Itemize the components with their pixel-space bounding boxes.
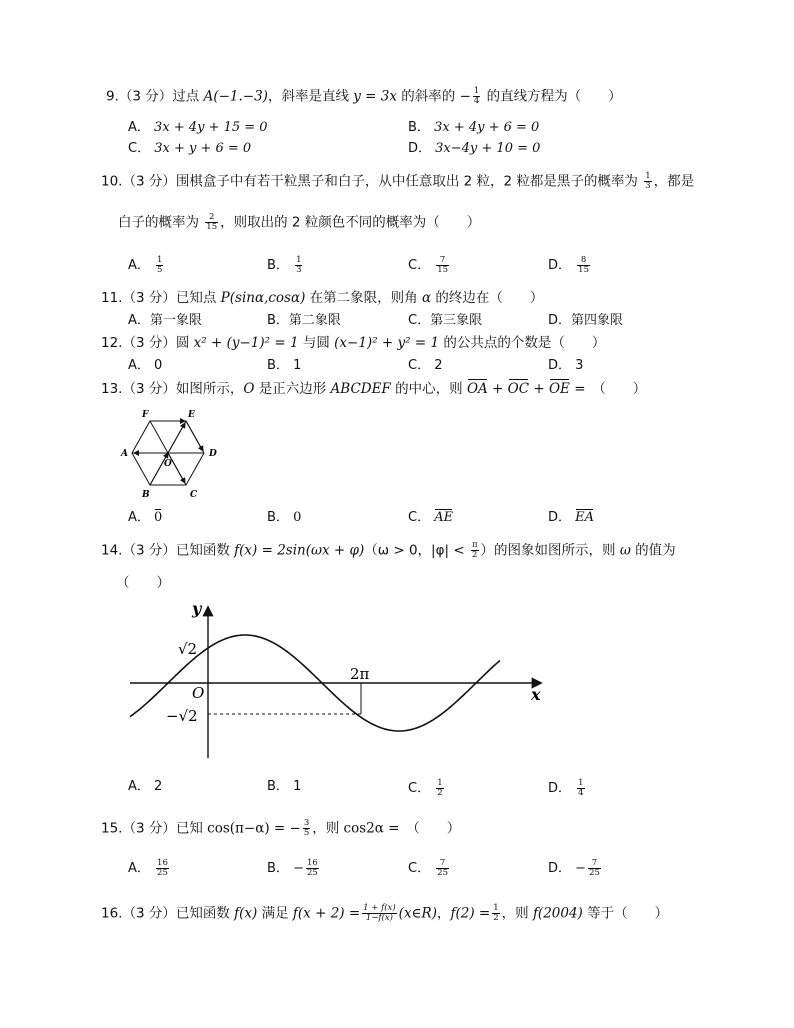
q12-text: 圆	[175, 335, 194, 351]
option-label: C．	[408, 861, 431, 876]
option-label: C．	[128, 141, 151, 156]
option-fraction	[436, 859, 449, 878]
label-o: O	[164, 459, 172, 469]
frac-num: π	[471, 540, 478, 550]
frac-den: 15	[206, 222, 218, 232]
option-label: D．	[548, 258, 572, 273]
q13-option-d[interactable]	[548, 510, 594, 526]
q13-text: 的中心，则	[390, 381, 467, 397]
option-label: C．	[408, 358, 431, 373]
q14-text: 的值为	[630, 542, 676, 559]
frac-num: 1	[578, 778, 584, 788]
frac-den: 2	[437, 788, 443, 798]
q9-number: 9.	[106, 88, 119, 105]
q9-fraction	[473, 87, 480, 106]
q14-omega: ω	[619, 542, 631, 559]
frac-den: 25	[437, 868, 449, 878]
q14-score: （3 分）	[122, 542, 176, 559]
q10-text: ，都是	[653, 173, 695, 190]
q13-center-o: O	[243, 381, 255, 397]
q14-text: 已知函数	[175, 542, 235, 559]
q16-condition: (x∈R)	[398, 905, 437, 922]
sine-graph	[128, 600, 548, 762]
q13-hexagon-name: ABCDEF	[330, 381, 391, 397]
q16-f2004: f(2004)	[532, 905, 583, 922]
q16-text: ，	[436, 905, 451, 922]
q15-expression: cos(π−α) = −	[207, 820, 301, 837]
q13-score: （3 分）	[122, 381, 176, 397]
q13-option-b[interactable]	[267, 510, 301, 526]
q14-option-c[interactable]	[408, 779, 446, 798]
q14-option-d[interactable]	[548, 779, 587, 798]
option-label: B．	[267, 358, 289, 373]
option-label: C．	[408, 313, 431, 328]
q10-fraction-1	[644, 172, 651, 191]
label-c: C	[190, 490, 198, 500]
q12-text: 与圆	[298, 335, 335, 351]
frac-num: 7	[588, 859, 601, 869]
option-fraction	[588, 859, 601, 878]
frac-num: 1	[157, 255, 163, 265]
frac-num: 3	[303, 818, 310, 828]
q9-option-c[interactable]	[128, 141, 251, 157]
q14-number: 14.	[101, 542, 123, 559]
option-fraction	[436, 256, 449, 275]
two-pi-label: 2π	[350, 665, 370, 683]
q12-option-d[interactable]	[548, 358, 583, 374]
q14-function: f(x) = 2sin(ωx + φ)	[234, 542, 365, 559]
frac-num: 1	[645, 171, 651, 181]
q16-number: 16.	[101, 905, 123, 922]
q11-option-c[interactable]	[408, 313, 482, 329]
q9-point: A(−1.−3)	[203, 88, 268, 105]
option-label: B．	[267, 258, 289, 273]
label-a: A	[121, 449, 128, 459]
label-f: F	[142, 410, 149, 420]
option-label: A．	[128, 313, 150, 328]
q11-text: 的终边在（ ）	[431, 290, 544, 306]
option-text: 第四象限	[571, 313, 624, 328]
q12-text: 的公共点的个数是（ ）	[439, 335, 606, 351]
option-label: D．	[548, 313, 572, 328]
q16-score: （3 分）	[122, 905, 176, 922]
q11-text: 在第二象限，则角	[305, 290, 422, 306]
q16-fraction	[362, 904, 397, 923]
q12-score: （3 分）	[122, 335, 176, 351]
option-text: 3	[575, 358, 584, 373]
q11-alpha: α	[421, 290, 432, 306]
q15-number: 15.	[101, 820, 123, 837]
q13-option-a[interactable]	[128, 510, 162, 526]
q12-option-b[interactable]	[267, 358, 301, 374]
option-text: 3x + y + 6 = 0	[154, 141, 252, 156]
option-text: EA	[575, 510, 595, 525]
q16-text: ，则	[501, 905, 533, 922]
plus-sign: +	[529, 381, 549, 397]
q9-option-d[interactable]	[408, 141, 540, 157]
q16-text: 等于（ ）	[582, 905, 669, 922]
sqrt2-label: √2	[178, 640, 198, 658]
option-text: 1	[293, 358, 302, 373]
frac-den: 5	[157, 265, 163, 275]
label-e: E	[188, 410, 195, 420]
option-fraction	[577, 779, 584, 798]
q12-option-c[interactable]	[408, 358, 443, 374]
option-label: B．	[267, 861, 289, 876]
option-text: 2	[434, 358, 443, 373]
q9-option-a[interactable]	[128, 120, 268, 136]
q9-frac-num: 1	[473, 86, 480, 96]
q14-text: （ω > 0，|φ| <	[364, 542, 469, 559]
option-label: A．	[128, 120, 150, 135]
q13-number: 13.	[101, 381, 123, 397]
frac-num: 16	[157, 858, 168, 868]
q14-stem	[101, 541, 676, 560]
option-fraction	[156, 256, 163, 275]
frac-den: 25	[589, 868, 600, 878]
option-text: 3x + 4y + 15 = 0	[154, 120, 268, 135]
option-label: D．	[408, 141, 432, 156]
q12-stem	[101, 334, 605, 352]
q10-option-b[interactable]	[267, 256, 304, 275]
option-text: 3x + 4y + 6 = 0	[434, 120, 540, 135]
q9-text: 的直线方程为（ ）	[482, 88, 622, 105]
q12-circle-1: x² + (y−1)² = 1	[193, 335, 299, 351]
q10-text: 白子的概率为	[118, 214, 204, 231]
q12-circle-2: (x−1)² + y² = 1	[334, 335, 440, 351]
q13-text: = （ ）	[569, 381, 647, 397]
q9-frac-den: 4	[473, 96, 480, 106]
q12-number: 12.	[101, 335, 123, 351]
q9-text: 的斜率的	[397, 88, 460, 105]
q12-option-a[interactable]	[128, 358, 162, 374]
frac-den: 1−f(x)	[365, 913, 393, 923]
frac-num: 1	[437, 778, 443, 788]
frac-num: 1	[493, 903, 499, 913]
y-axis-label: y	[192, 600, 202, 618]
q15-score: （3 分）	[122, 820, 176, 837]
q15-text: 已知	[175, 820, 208, 837]
arrow-ed	[186, 421, 203, 451]
q10-number: 10.	[101, 173, 123, 190]
q15-option-a[interactable]	[128, 859, 171, 878]
frac-den: 25	[306, 868, 318, 878]
q10-text: ，则取出的 2 粒颜色不同的概率为（ ）	[220, 214, 481, 231]
q11-option-b[interactable]	[267, 313, 341, 329]
q13-option-c[interactable]	[408, 510, 453, 526]
q15-option-c[interactable]	[408, 859, 451, 878]
q9-text: 过点	[172, 88, 204, 105]
frac-num: 16	[306, 858, 318, 868]
vector-oc: OC	[507, 381, 530, 397]
option-text: AE	[434, 510, 454, 525]
vector-oa: OA	[466, 381, 488, 397]
q11-number: 11.	[101, 290, 123, 306]
q14-text: ）的图象如图所示，则	[480, 542, 620, 559]
frac-num: 1	[296, 255, 302, 265]
plus-sign: +	[487, 381, 508, 397]
option-label: D．	[548, 510, 572, 525]
option-label: B．	[408, 120, 430, 135]
option-label: A．	[128, 258, 150, 273]
x-axis-label: x	[531, 685, 541, 704]
option-label: B．	[267, 313, 289, 328]
q10-score: （3 分）	[122, 173, 176, 190]
q10-option-d[interactable]	[548, 256, 592, 275]
frac-den: 15	[437, 265, 449, 275]
frac-num: 1 + f(x)	[363, 903, 396, 913]
option-label: B．	[267, 510, 289, 525]
frac-num: 2	[205, 213, 218, 223]
hexagon-figure	[118, 404, 222, 504]
q13-text: 是正六边形	[254, 381, 331, 397]
q11-score: （3 分）	[122, 290, 176, 306]
frac-den: 15	[578, 265, 589, 275]
q15-fraction	[303, 819, 310, 838]
option-sign: −	[575, 861, 587, 876]
q11-stem	[101, 289, 543, 307]
q9-stem	[106, 87, 622, 106]
label-b: B	[142, 490, 150, 500]
q10-stem-line1	[101, 172, 694, 191]
option-label: C．	[408, 510, 431, 525]
option-text: 0	[154, 358, 163, 373]
q16-fx: f(x)	[234, 905, 258, 922]
frac-den: 5	[303, 828, 310, 838]
option-label: D．	[548, 781, 572, 796]
frac-den: 3	[296, 265, 302, 275]
option-label: A．	[128, 861, 150, 876]
q11-option-d[interactable]	[548, 313, 623, 329]
option-label: B．	[267, 779, 289, 794]
q15-stem	[101, 819, 460, 838]
q9-score: （3 分）	[118, 88, 173, 105]
q16-stem	[101, 904, 668, 923]
option-label: D．	[548, 861, 572, 876]
frac-num: 7	[436, 256, 449, 266]
frac-den: 2	[472, 550, 478, 560]
option-text: 第一象限	[149, 313, 202, 328]
option-fraction	[436, 779, 443, 798]
q15-text: （ ）	[399, 820, 461, 837]
q16-f2-fraction	[492, 904, 499, 923]
q13-stem	[101, 380, 646, 398]
option-text: 第三象限	[430, 313, 483, 328]
q10-text: 围棋盒子中有若干粒黑子和白子，从中任意取出 2 粒，2 粒都是黑子的概率为	[175, 173, 643, 190]
q14-option-b[interactable]	[267, 779, 301, 795]
frac-den: 4	[578, 788, 584, 798]
option-label: D．	[548, 358, 572, 373]
label-d: D	[209, 449, 217, 459]
option-fraction	[156, 859, 169, 878]
option-label: A．	[128, 358, 150, 373]
q9-option-b[interactable]	[408, 120, 539, 136]
option-label: C．	[408, 781, 431, 796]
q10-stem-line2	[118, 213, 480, 232]
q11-text: 已知点	[175, 290, 221, 306]
frac-num: 8	[577, 256, 590, 266]
origin-label: O	[192, 684, 205, 702]
option-label: A．	[128, 779, 150, 794]
vector-oe: OE	[548, 381, 570, 397]
option-text: 0	[154, 510, 163, 525]
option-label: A．	[128, 510, 150, 525]
option-text: 3x−4y + 10 = 0	[435, 141, 541, 156]
option-fraction	[577, 256, 590, 275]
q14-option-a[interactable]	[128, 779, 162, 795]
option-text: 第二象限	[288, 313, 341, 328]
q16-text: 已知函数	[175, 905, 235, 922]
option-text: 2	[154, 779, 163, 794]
q13-text: 如图所示，	[175, 381, 244, 397]
q10-option-c[interactable]	[408, 256, 451, 275]
q15-text: ，则	[312, 820, 344, 837]
option-text: 0	[293, 510, 302, 525]
option-text: 1	[293, 779, 302, 794]
q14-answer-paren: （ ）	[116, 575, 170, 591]
q15-option-b[interactable]	[267, 859, 321, 878]
arrow-bo	[150, 453, 168, 485]
neg-sqrt2-label: −√2	[166, 707, 198, 725]
q9-minus: −	[459, 88, 471, 105]
q15-target: cos2α =	[343, 820, 400, 837]
frac-den: 2	[493, 913, 499, 923]
option-fraction	[295, 256, 302, 275]
q14-pi-fraction	[471, 541, 479, 560]
q9-text: ，斜率是直线	[267, 88, 354, 105]
q16-f2: f(2) =	[450, 905, 491, 922]
frac-den: 25	[157, 868, 168, 878]
q16-lhs: f(x + 2) =	[292, 905, 361, 922]
option-fraction	[306, 859, 319, 878]
q11-point: P(sinα,cosα)	[220, 290, 306, 306]
q9-line-eq: y = 3x	[353, 88, 397, 105]
arrow-oe	[168, 423, 185, 453]
q15-option-d[interactable]	[548, 859, 603, 878]
frac-num: 7	[436, 859, 449, 869]
frac-den: 3	[645, 181, 651, 191]
q10-option-a[interactable]	[128, 256, 165, 275]
q10-fraction-2	[205, 213, 218, 232]
option-sign: −	[293, 861, 304, 876]
q11-option-a[interactable]	[128, 313, 202, 329]
option-label: C．	[408, 258, 431, 273]
q16-text: 满足	[257, 905, 293, 922]
